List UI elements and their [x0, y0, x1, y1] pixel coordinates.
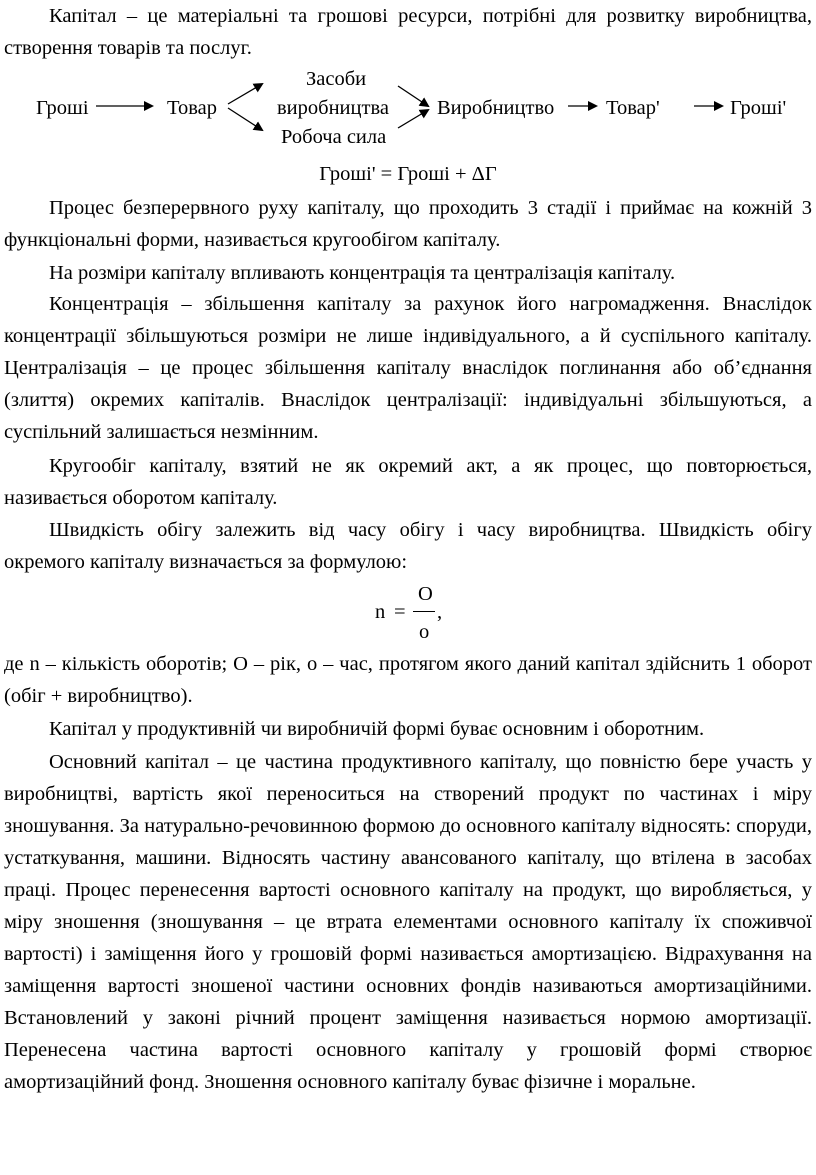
formula-denominator: o [419, 621, 430, 643]
formula-equals: = [394, 601, 406, 623]
formula-comma: , [437, 601, 443, 623]
diagram-arrows [0, 60, 816, 150]
size-paragraph: На розміри капіталу впливають концентрація та централізація капіталу. [49, 262, 676, 284]
formula-lhs: n [375, 601, 386, 623]
formula-numerator: O [418, 583, 433, 605]
intro-paragraph: Капітал – це матеріальні та грошові ресурси, потрібні для розвитку виробництва, створення товарів та послуг. [4, 5, 812, 59]
diagram-money-prime: Гроші' [730, 97, 787, 119]
arrow-means-production [398, 86, 428, 106]
diagram-labor: Робоча сила [281, 126, 387, 148]
fraction-bar [413, 611, 435, 612]
concentration-paragraph: Концентрація – збільшення капіталу за рахунок його нагромадження. Внаслідок концентрації збільшуються розміри не лише індивідуального, а й суспільного капіталу. Централізація – це процес збільшення капіталу внаслідок поглинання або об’єднання (злиття) окремих капіталів. Внаслідок централізації: індивідуальні збільшуються, а суспільний залишається незмінним. [4, 293, 812, 443]
arrow-goods-means [228, 84, 262, 104]
turnover-formula [0, 578, 816, 648]
diagram-money: Гроші [36, 97, 89, 119]
fixed-capital-paragraph: Основний капітал – це частина продуктивного капіталу, що повністю бере участь у виробництві, вартість якої переноситься на створений продукт по частинах і міру зношування. За натурально-речовинною формою до основного капіталу відносять: споруди, устаткування, машини. Відносять частину авансованого капіталу, що втілена в засобах праці. Процес перенесення вартості основного капіталу на продукт, що виробляється, у міру зношення (зношування – це втрата елементами основного капіталу їх споживчої вартості) і заміщення його у грошовій формі називається амортизацією. Відрахування на заміщення вартості зношеної частини основних фондів називаються амортизаційними. Встановлений у законі річний процент заміщення називається нормою амортизації. Перенесена частина вартості основного капіталу у грошовій формі створює амортизаційний фонд. Зношення основного капіталу буває фізичне і моральне. [4, 751, 812, 1093]
arrow-labor-production [398, 110, 428, 128]
money-equation: Гроші' = Гроші + ΔГ [319, 163, 497, 185]
diagram-production: Виробництво [437, 97, 555, 119]
speed-paragraph: Швидкість обігу залежить від часу обігу і часу виробництва. Швидкість обігу окремого капіталу визначається за формулою: [4, 519, 812, 573]
diagram-goods-prime: Товар' [606, 97, 660, 119]
arrow-goods-labor [228, 108, 262, 130]
circulation-paragraph: Процес безперервного руху капіталу, що проходить 3 стадії і приймає на кожній 3 функціональні форми, називається кругообігом капіталу. [4, 197, 812, 251]
forms-paragraph: Капітал у продуктивній чи виробничій формі буває основним і оборотним. [49, 718, 705, 740]
turnover-paragraph: Кругообіг капіталу, взятий не як окремий акт, а як процес, що повторюється, називається оборотом капіталу. [4, 455, 812, 509]
diagram-means-bottom: виробництва [277, 97, 389, 119]
diagram-means-top: Засоби [306, 68, 367, 90]
diagram-goods: Товар [167, 97, 217, 119]
where-paragraph: де n – кількість оборотів; O – рік, о – час, протягом якого даний капітал здійснить 1 оборот (обіг + виробництво). [4, 653, 812, 707]
